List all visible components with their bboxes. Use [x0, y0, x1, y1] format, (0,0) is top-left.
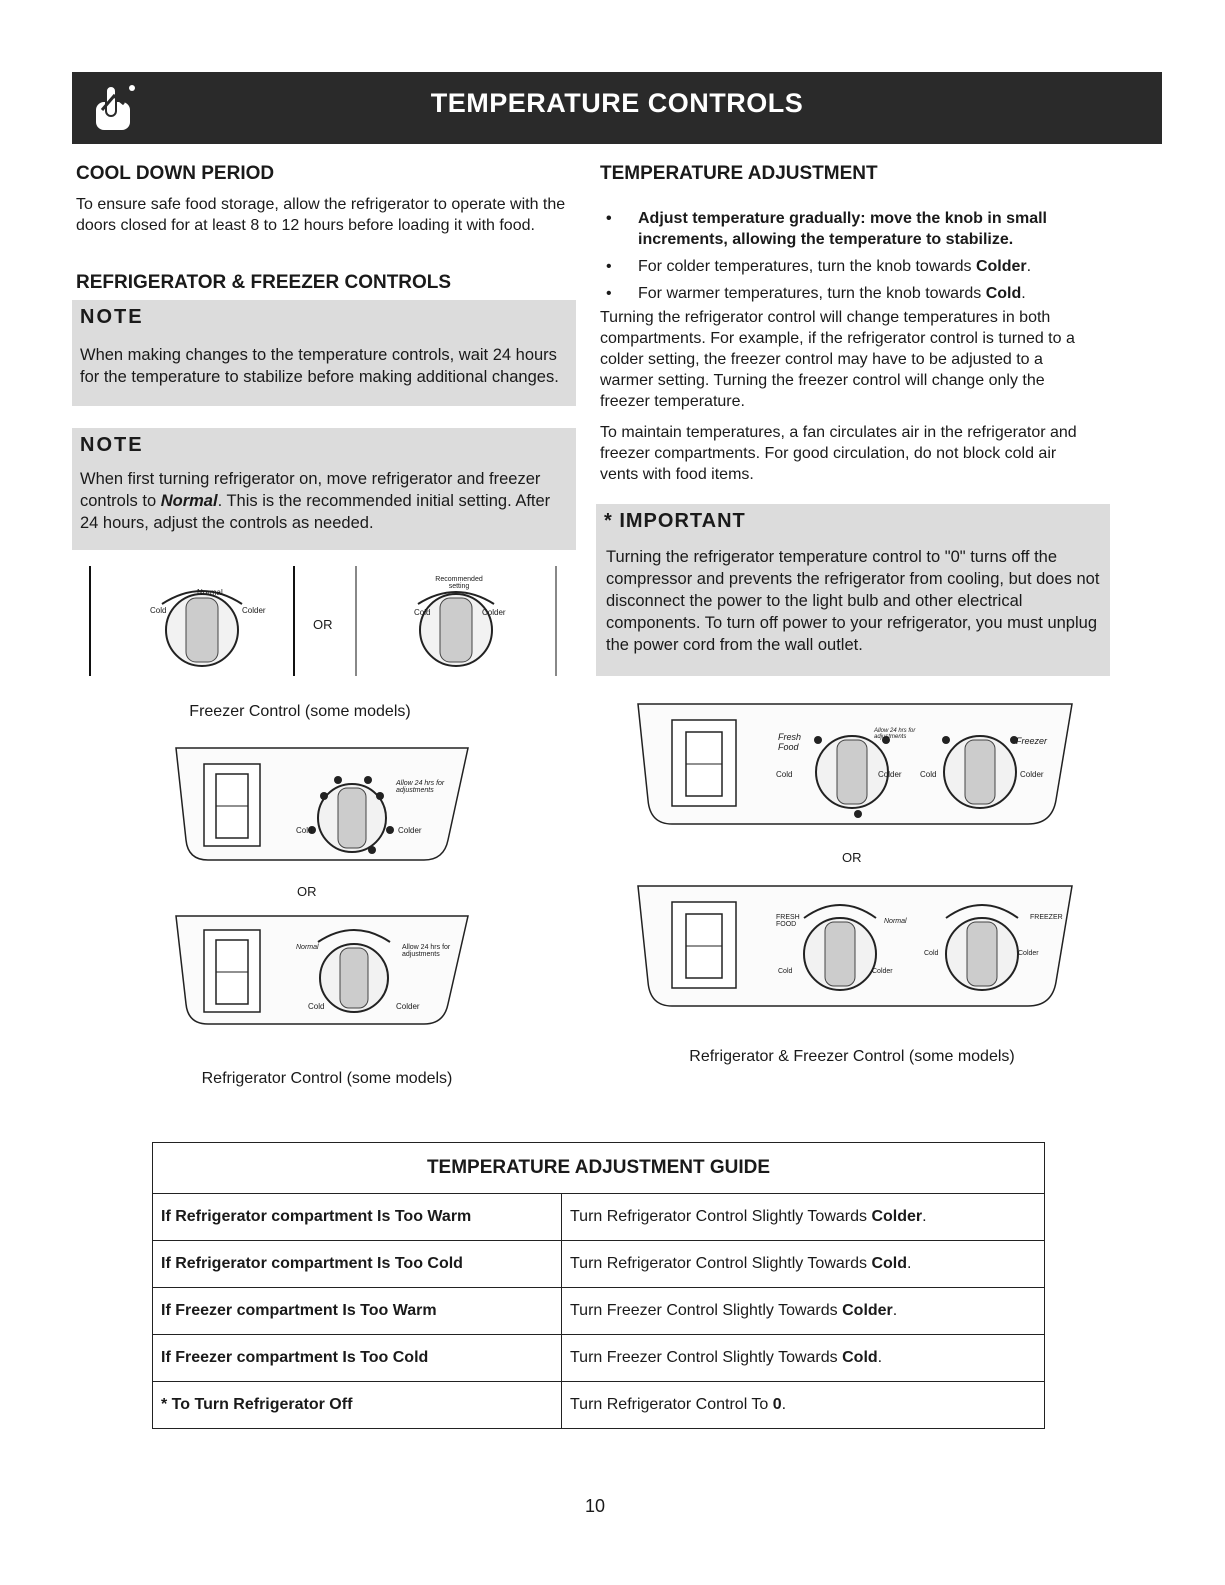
dial-label-allow: Allow 24 hrs for adjustments: [874, 728, 916, 740]
important-text: Turning the refrigerator temperature control to "0" turns off the compressor and prevents the refrigerator from cooling, but does not disconnect the power to the light bulb and other electrical components. To turn off power to your refrigerator, you must unplug the power cord from the wall outlet.: [606, 548, 1100, 654]
table-row: * To Turn Refrigerator Off Turn Refrigerator Control To 0.: [153, 1382, 1045, 1429]
table-row: If Freezer compartment Is Too Warm Turn Freezer Control Slightly Towards Colder.: [153, 1288, 1045, 1335]
important-label: * IMPORTANT: [604, 510, 746, 532]
fridge-caption: Refrigerator Control (some models): [201, 1070, 453, 1087]
freezer-caption: Freezer Control (some models): [189, 703, 411, 720]
cool-down-text: To ensure safe food storage, allow the refrigerator to operate with the doors closed for at least 8 to 12 hours before loading it with food.: [76, 196, 566, 234]
note-label: NOTE: [80, 306, 144, 328]
temp-adjust-paragraph-2: To maintain temperatures, a fan circulates air in the refrigerator and freezer compartments. For good circulation, do not block cold air vents with food items.: [600, 424, 1077, 483]
temp-adjust-bullets: [598, 208, 1098, 310]
page-title: TEMPERATURE CONTROLS: [430, 88, 804, 118]
or-label: OR: [842, 850, 862, 865]
important-box: [596, 504, 1110, 676]
dial-label-freezer: Freezer: [1016, 736, 1048, 746]
note-label: NOTE: [80, 434, 144, 456]
dial-label-colder: Colder: [482, 608, 506, 617]
dial-label-freezer: FREEZER: [1030, 914, 1063, 921]
dial-label-cold: Cold: [776, 770, 793, 779]
page-number: 10: [584, 1496, 606, 1516]
dial-label-fresh-food: Fresh Food: [778, 732, 802, 752]
temperature-adjustment-guide: [152, 1142, 1045, 1429]
combo-control-illustration-2: [632, 882, 1080, 1022]
dial-label-colder: Colder: [878, 770, 902, 779]
dial-label-cold: Cold: [296, 826, 313, 835]
dial-label-normal: Normal: [296, 944, 319, 951]
dial-label-colder: Colder: [872, 968, 893, 975]
note-text: When first turning refrigerator on, move refrigerator and freezer controls to Normal. This is the recommended initial setting. After 24 hours, adjust the controls as needed.: [80, 470, 551, 532]
dial-label-colder: Colder: [242, 606, 266, 615]
dial-label-recommended: Recommended setting: [435, 576, 483, 590]
temp-adjust-heading: TEMPERATURE ADJUSTMENT: [600, 163, 878, 184]
note-box-1: [72, 300, 576, 406]
controls-heading: REFRIGERATOR & FREEZER CONTROLS: [76, 272, 452, 293]
dial-label-colder: Colder: [398, 826, 422, 835]
guide-title: TEMPERATURE ADJUSTMENT GUIDE: [153, 1143, 1045, 1194]
dial-label-colder: Colder: [1018, 950, 1039, 957]
or-label: OR: [297, 884, 317, 899]
dial-label-colder: Colder: [1020, 770, 1044, 779]
note-text: When making changes to the temperature controls, wait 24 hours for the temperature to stabilize before making additional changes.: [80, 346, 559, 386]
dial-label-normal: Normal: [884, 918, 907, 925]
dial-label-cold: Cold: [778, 968, 793, 975]
dial-label-allow: Allow 24 hrs for adjustments: [402, 944, 451, 958]
combo-control-illustration-1: [632, 700, 1080, 840]
table-row: If Freezer compartment Is Too Cold Turn Freezer Control Slightly Towards Cold.: [153, 1335, 1045, 1382]
dial-label-normal: Normal: [197, 588, 223, 597]
table-row: If Refrigerator compartment Is Too Cold Turn Refrigerator Control Slightly Towards Cold.: [153, 1241, 1045, 1288]
dial-label-cold: Cold: [924, 950, 939, 957]
table-row: If Refrigerator compartment Is Too Warm Turn Refrigerator Control Slightly Towards Colder.: [153, 1194, 1045, 1241]
dial-label-colder: Colder: [396, 1002, 420, 1011]
dial-label-fresh-food: FRESH FOOD: [776, 914, 800, 928]
dial-label-allow: Allow 24 hrs for adjustments: [396, 780, 445, 794]
fridge-control-illustration-2: [168, 912, 480, 1038]
or-label: OR: [313, 617, 333, 632]
dial-label-cold: Cold: [414, 608, 431, 617]
list-item: • For warmer temperatures, turn the knob towards Cold.: [598, 283, 1098, 304]
note-box-2: [72, 428, 576, 550]
list-item: • Adjust temperature gradually: move the knob in small increments, allowing the temperature to stabilize.: [598, 208, 1098, 250]
dial-label-cold: Cold: [308, 1002, 325, 1011]
combo-caption: Refrigerator & Freezer Control (some models): [689, 1048, 1015, 1065]
dial-label-cold: Cold: [920, 770, 937, 779]
fridge-control-illustration-1: [168, 744, 480, 876]
cool-down-heading: COOL DOWN PERIOD: [76, 163, 275, 184]
dial-label-cold: Cold: [150, 606, 167, 615]
section-banner: [72, 72, 1162, 144]
temp-adjust-paragraph-1: Turning the refrigerator control will change temperatures in both compartments. For example, if the refrigerator control is turned to a colder setting, the freezer control may have to be adjusted to a warmer setting. Turning the freezer control will change only the freezer temperature.: [600, 309, 1075, 410]
list-item: • For colder temperatures, turn the knob towards Colder.: [598, 256, 1098, 277]
